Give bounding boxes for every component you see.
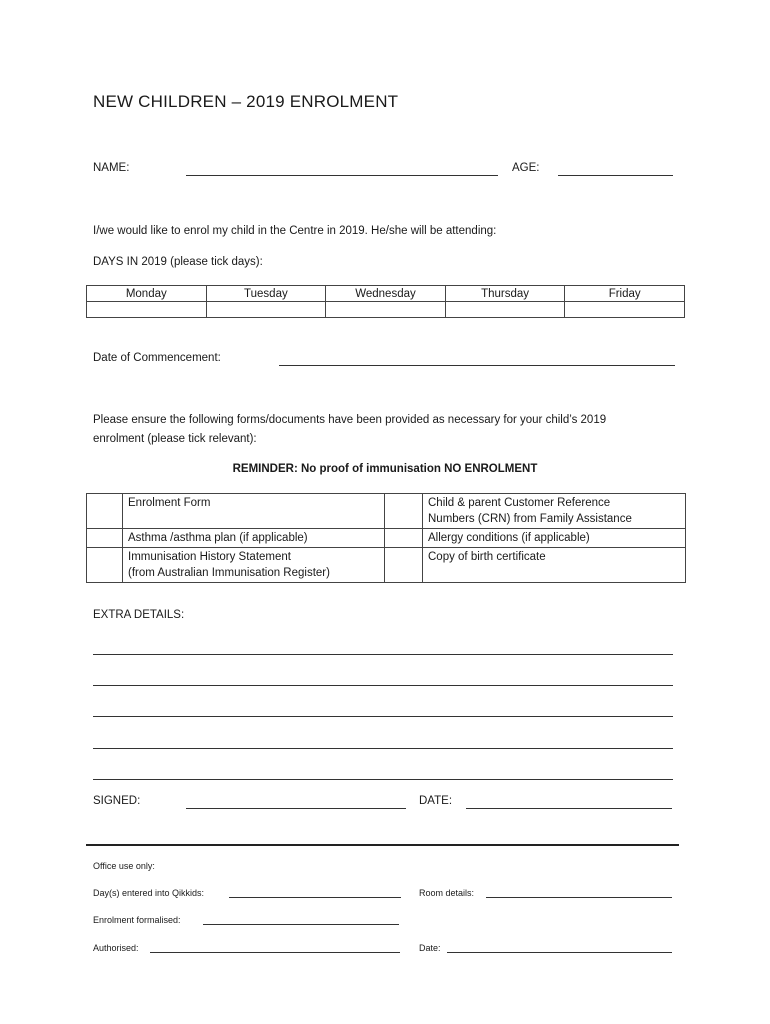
authorised-label: Authorised: bbox=[93, 943, 139, 953]
doc-birth-certificate bbox=[423, 548, 686, 583]
doc-asthma-plan-label: Asthma /asthma plan (if applicable) bbox=[128, 532, 308, 544]
name-field[interactable] bbox=[186, 175, 498, 176]
commencement-field[interactable] bbox=[279, 365, 675, 366]
day-tick-thursday[interactable] bbox=[445, 302, 565, 318]
doc-allergy bbox=[423, 529, 686, 548]
doc-immunisation-label-2: (from Australian Immunisation Register) bbox=[128, 567, 330, 579]
days-label: DAYS IN 2019 (please tick days): bbox=[93, 256, 263, 268]
day-header-wednesday: Wednesday bbox=[326, 286, 446, 302]
page-title: NEW CHILDREN – 2019 ENROLMENT bbox=[93, 92, 399, 111]
immunisation-reminder: REMINDER: No proof of immunisation NO ENROLMENT bbox=[232, 463, 538, 475]
day-header-monday: Monday bbox=[87, 286, 207, 302]
doc-allergy-label: Allergy conditions (if applicable) bbox=[428, 532, 590, 544]
qikkids-field[interactable] bbox=[229, 897, 401, 898]
day-tick-tuesday[interactable] bbox=[206, 302, 326, 318]
doc-immunisation-label-1: Immunisation History Statement bbox=[128, 551, 291, 563]
day-tick-wednesday[interactable] bbox=[326, 302, 446, 318]
doc-birth-certificate-label: Copy of birth certificate bbox=[428, 551, 546, 563]
extra-details-line-1[interactable] bbox=[93, 654, 673, 655]
enrolment-formalised-field[interactable] bbox=[203, 924, 399, 925]
days-table bbox=[86, 285, 685, 318]
signed-label: SIGNED: bbox=[93, 795, 141, 807]
qikkids-label: Day(s) entered into Qikkids: bbox=[93, 888, 205, 898]
extra-details-line-4[interactable] bbox=[93, 748, 673, 749]
intro-text: I/we would like to enrol my child in the Centre in 2019. He/she will be attending: bbox=[93, 225, 497, 237]
room-details-label: Room details: bbox=[419, 888, 475, 898]
name-label: NAME: bbox=[93, 162, 130, 174]
doc-enrolment-form-label: Enrolment Form bbox=[128, 497, 211, 509]
documents-table bbox=[86, 493, 686, 583]
office-divider bbox=[86, 844, 679, 846]
doc-asthma-plan bbox=[123, 529, 385, 548]
office-date-label: Date: bbox=[419, 943, 441, 953]
authorised-field[interactable] bbox=[150, 952, 400, 953]
extra-details-line-3[interactable] bbox=[93, 716, 673, 717]
day-header-thursday: Thursday bbox=[445, 286, 565, 302]
doc-immunisation bbox=[123, 548, 385, 583]
doc-crn-label-1: Child & parent Customer Reference bbox=[428, 497, 611, 509]
doc-enrolment-form bbox=[123, 494, 385, 529]
enrolment-formalised-label: Enrolment formalised: bbox=[93, 915, 181, 925]
ensure-text-line1: Please ensure the following forms/documents have been provided as necessary for your child’s 2019 bbox=[93, 414, 607, 426]
office-date-field[interactable] bbox=[447, 952, 672, 953]
extra-details-line-5[interactable] bbox=[93, 779, 673, 780]
signature-field[interactable] bbox=[186, 808, 406, 809]
age-label: AGE: bbox=[512, 162, 540, 174]
tick-crn[interactable] bbox=[385, 494, 423, 529]
day-tick-friday[interactable] bbox=[565, 302, 685, 318]
room-details-field[interactable] bbox=[486, 897, 672, 898]
tick-enrolment-form[interactable] bbox=[87, 494, 123, 529]
tick-immunisation[interactable] bbox=[87, 548, 123, 583]
tick-allergy[interactable] bbox=[385, 529, 423, 548]
commencement-label: Date of Commencement: bbox=[93, 352, 221, 364]
doc-crn-label-2: Numbers (CRN) from Family Assistance bbox=[428, 513, 632, 525]
office-heading: Office use only: bbox=[93, 861, 155, 871]
tick-asthma-plan[interactable] bbox=[87, 529, 123, 548]
date-field[interactable] bbox=[466, 808, 672, 809]
day-header-tuesday: Tuesday bbox=[206, 286, 326, 302]
extra-details-label: EXTRA DETAILS: bbox=[93, 609, 185, 621]
tick-birth-certificate[interactable] bbox=[385, 548, 423, 583]
extra-details-line-2[interactable] bbox=[93, 685, 673, 686]
age-field[interactable] bbox=[558, 175, 673, 176]
doc-crn bbox=[423, 494, 686, 529]
ensure-text-line2: enrolment (please tick relevant): bbox=[93, 433, 257, 445]
date-label: DATE: bbox=[419, 795, 453, 807]
day-tick-monday[interactable] bbox=[87, 302, 207, 318]
day-header-friday: Friday bbox=[565, 286, 685, 302]
